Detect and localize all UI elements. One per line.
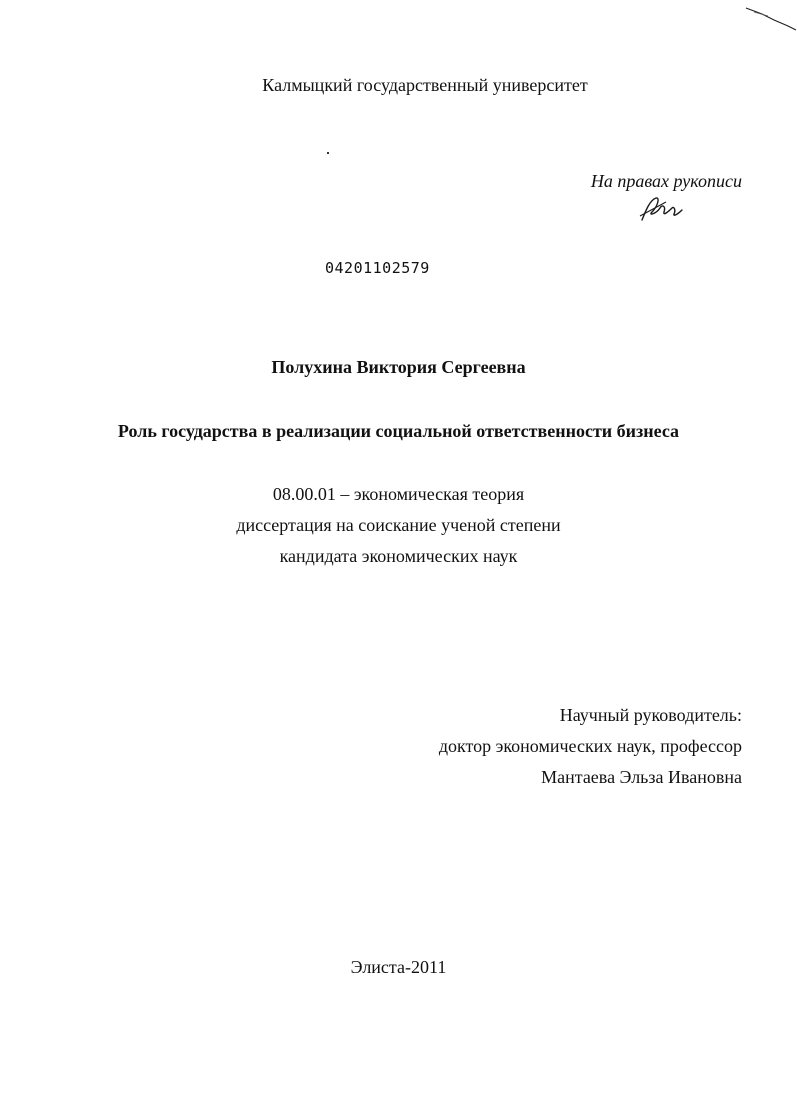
manuscript-note: На правах рукописи bbox=[590, 171, 742, 191]
degree-line-2: кандидата экономических наук bbox=[279, 546, 518, 566]
dissertation-title: Роль государства в реализации социальной ответственности бизнеса bbox=[117, 421, 680, 441]
university-name: Калмыцкий государственный университет bbox=[262, 75, 588, 95]
degree-line-1: диссертация на соискание ученой степени bbox=[236, 515, 561, 535]
corner-scan-mark bbox=[740, 0, 797, 40]
supervisor-name: Мантаева Эльза Ивановна bbox=[541, 767, 742, 787]
signature-icon bbox=[636, 192, 686, 226]
supervisor-label: Научный руководитель: bbox=[559, 705, 742, 725]
archive-number: 04201102579 bbox=[325, 259, 430, 277]
city-year: Элиста-2011 bbox=[350, 957, 447, 977]
scan-speck bbox=[327, 152, 329, 154]
author-name: Полухина Виктория Сергеевна bbox=[271, 357, 526, 377]
supervisor-degree: доктор экономических наук, профессор bbox=[438, 736, 742, 756]
specialty-code: 08.00.01 – экономическая теория bbox=[272, 484, 525, 504]
